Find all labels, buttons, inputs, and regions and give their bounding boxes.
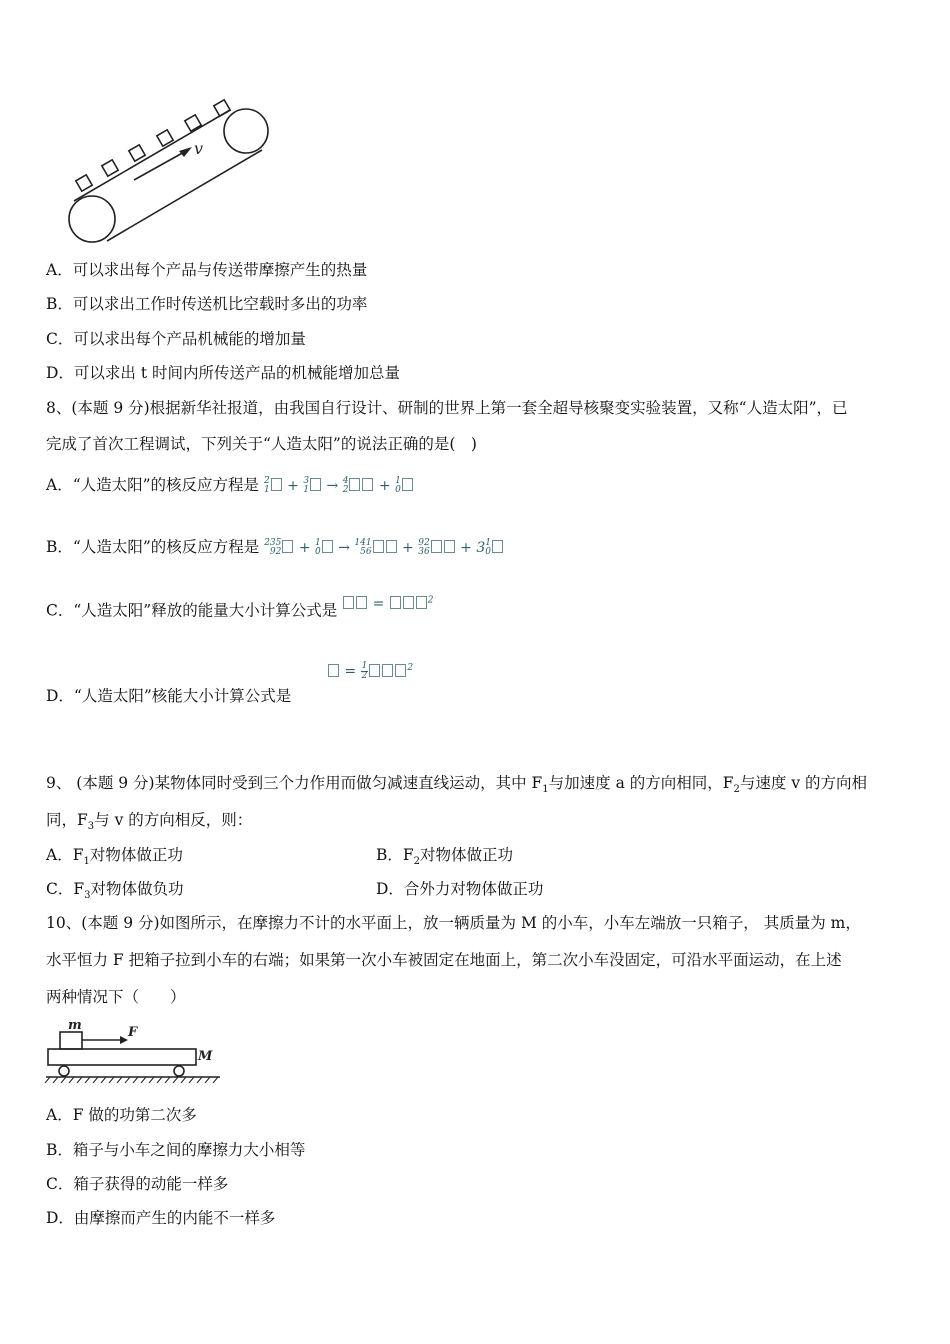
q9-stem-line2: 同，$F_3$与 v 的方向相反，则： — [46, 811, 253, 833]
cart-box-figure — [44, 1016, 224, 1086]
cart-left-wheel — [59, 1066, 69, 1076]
q10-stem-line3: 两种情况下（ ） — [46, 988, 186, 1006]
box-m — [60, 1032, 82, 1049]
conveyor-belt-figure — [62, 95, 277, 250]
q7-option-d: D．可以求出 t 时间内所传送产品的机械能增加总量 — [46, 364, 401, 382]
q8-option-d: D．“人造太阳”核能大小计算公式是 — [46, 687, 292, 705]
q8-option-b — [46, 537, 504, 558]
q10-option-b: B．箱子与小车之间的摩擦力大小相等 — [46, 1141, 306, 1159]
q8-option-a — [46, 475, 414, 496]
force-arrowhead — [120, 1036, 128, 1044]
cart-M — [48, 1049, 196, 1065]
q8-option-a-text: A．“人造太阳”的核反应方程是 — [46, 476, 260, 494]
q9-option-b: B．$F_2$对物体做正功 — [376, 846, 514, 868]
q8-formula-c: = $^2$ — [342, 596, 433, 612]
q10-option-d: D．由摩擦而产生的内能不一样多 — [46, 1209, 276, 1227]
q8-formula-b: 235 92 + 1 0 → 141 56 + 92 36 + 3 1 0 — [264, 540, 504, 556]
q7-option-c: C．可以求出每个产品机械能的增加量 — [46, 330, 306, 348]
label-m: m — [68, 1018, 82, 1033]
lower-roller — [69, 196, 115, 242]
q8-option-c-text: C．“人造太阳”释放的能量大小计算公式是 — [46, 601, 338, 620]
q9-option-a: A．$F_1$对物体做正功 — [46, 846, 183, 868]
upper-roller — [224, 109, 268, 153]
q9-stem-line1: 9、 (本题 9 分)某物体同时受到三个力作用而做匀减速直线运动，其中 $F_1$与加速度 a 的方向相同，$F_2$与速度 v 的方向相 — [46, 774, 868, 796]
q8-formula-a: 2 1 + 3 1 → 4 2 + 1 0 — [264, 478, 414, 494]
q9-option-d: D．合外力对物体做正功 — [376, 880, 544, 898]
q7-option-a: A．可以求出每个产品与传送带摩擦产生的热量 — [46, 261, 368, 279]
velocity-label: v — [194, 139, 204, 158]
label-M: M — [198, 1049, 213, 1064]
q8-option-c — [46, 595, 434, 622]
label-F: F — [128, 1025, 138, 1040]
q10-option-c: C．箱子获得的动能一样多 — [46, 1175, 229, 1193]
q10-stem-line1: 10、(本题 9 分)如图所示，在摩擦力不计的水平面上，放一辆质量为 M 的小车，小车左端放一只箱子， 其质量为 m， — [46, 914, 861, 932]
q10-option-a: A．F 做的功第二次多 — [46, 1106, 197, 1124]
q9-option-c: C．$F_3$对物体做负功 — [46, 880, 184, 902]
q8-option-b-text: B．“人造太阳”的核反应方程是 — [46, 538, 260, 556]
q10-stem-line2: 水平恒力 F 把箱子拉到小车的右端；如果第一次小车被固定在地面上，第二次小车没固定，可沿水平面运动，在上述 — [46, 951, 842, 969]
velocity-arrowhead — [179, 147, 192, 157]
q8-stem-line1: 8、(本题 9 分)根据新华社报道，由我国自行设计、研制的世界上第一套全超导核聚变实验装置，又称“人造太阳”，已 — [46, 399, 848, 417]
q8-stem-line2: 完成了首次工程调试，下列关于“人造太阳”的说法正确的是( ) — [46, 435, 477, 453]
cart-right-wheel — [174, 1066, 184, 1076]
q8-formula-d: = $\frac{1}{2}$ $^2$ — [327, 662, 413, 681]
q7-option-b: B．可以求出工作时传送机比空载时多出的功率 — [46, 295, 368, 313]
